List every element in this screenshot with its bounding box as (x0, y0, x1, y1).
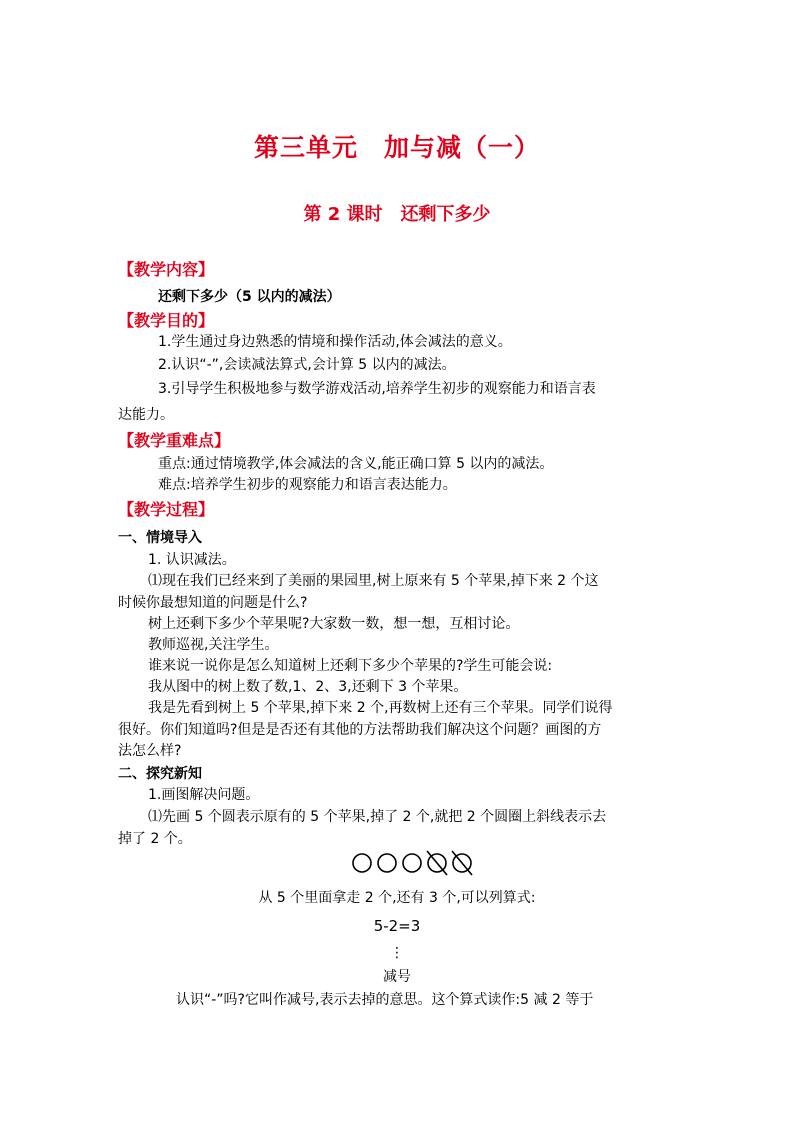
minus-sign-label: 减号 (383, 969, 411, 985)
goal-1: 1.学生通过身边熟悉的情境和操作活动,体会减法的意义。 (158, 334, 512, 350)
part1-para3: 教师巡视,关注学生。 (148, 637, 279, 653)
part1-para6-line1: 我是先看到树上 5 个苹果,掉下来 2 个,再数树上还有三个苹果。同学们说得 (148, 700, 613, 716)
difficult-point: 难点:培养学生初步的观察能力和语言表达能力。 (158, 477, 457, 493)
pointer-dots: ⋮ (390, 945, 404, 961)
page-title: 第三单元 加与减（一） (253, 133, 540, 162)
goal-3-line-2: 达能力。 (118, 407, 174, 423)
lesson-subtitle: 第 2 课时 还剩下多少 (303, 204, 491, 225)
part1-para1-line1: ⑴现在我们已经来到了美丽的果园里,树上原来有 5 个苹果,掉下来 2 个这 (148, 573, 599, 589)
part1-para6-line2: 很好。你们知道吗?但是是否还有其他的方法帮助我们解决这个问题？画图的方 (118, 722, 602, 738)
circles-svg (350, 850, 480, 876)
part1-para6-line3: 法怎么样? (118, 743, 182, 759)
equation: 5-2=3 (373, 917, 421, 935)
part2-para1-line2: 掉了 2 个。 (118, 831, 192, 847)
part2-item: 1.画图解决问题。 (148, 787, 260, 803)
part1-item: 1. 认识减法。 (148, 552, 236, 568)
content-text: 还剩下多少（5 以内的减法） (158, 289, 341, 305)
process-heading: 【教学过程】 (118, 500, 215, 519)
part1-para5: 我从图中的树上数了数,1、2、3,还剩下 3 个苹果。 (148, 679, 468, 695)
key-point: 重点:通过情境教学,体会减法的含义,能正确口算 5 以内的减法。 (158, 456, 554, 472)
content-heading: 【教学内容】 (118, 260, 215, 279)
goal-2: 2.认识“-”,会读减法算式,会计算 5 以内的减法。 (158, 357, 456, 373)
apple-circle (403, 854, 421, 872)
part1-heading: 一、情境导入 (118, 530, 202, 546)
apple-circle (353, 854, 371, 872)
minus-explanation: 认识“-”吗?它叫作减号,表示去掉的意思。这个算式读作:5 减 2 等于 (176, 992, 594, 1008)
part1-para1-line2: 时候你最想知道的问题是什么? (118, 595, 308, 611)
goals-heading: 【教学目的】 (118, 311, 215, 330)
apple-circle (378, 854, 396, 872)
part1-para4: 谁来说一说你是怎么知道树上还剩下多少个苹果的?学生可能会说: (148, 658, 553, 674)
part1-para2: 树上还剩下多少个苹果呢?大家数一数，想一想，互相讨论。 (148, 616, 520, 632)
part2-heading: 二、探究新知 (118, 766, 202, 782)
goal-3-line-1: 3.引导学生积极地参与数学游戏活动,培养学生初步的观察能力和语言表 (158, 381, 596, 397)
apple-circles-diagram (350, 850, 480, 876)
part2-para1-line1: ⑴先画 5 个圆表示原有的 5 个苹果,掉了 2 个,就把 2 个圆圈上斜线表示去 (148, 809, 607, 825)
subtraction-sentence: 从 5 个里面拿走 2 个,还有 3 个,可以列算式: (258, 890, 536, 906)
key-points-heading: 【教学重难点】 (118, 431, 231, 450)
